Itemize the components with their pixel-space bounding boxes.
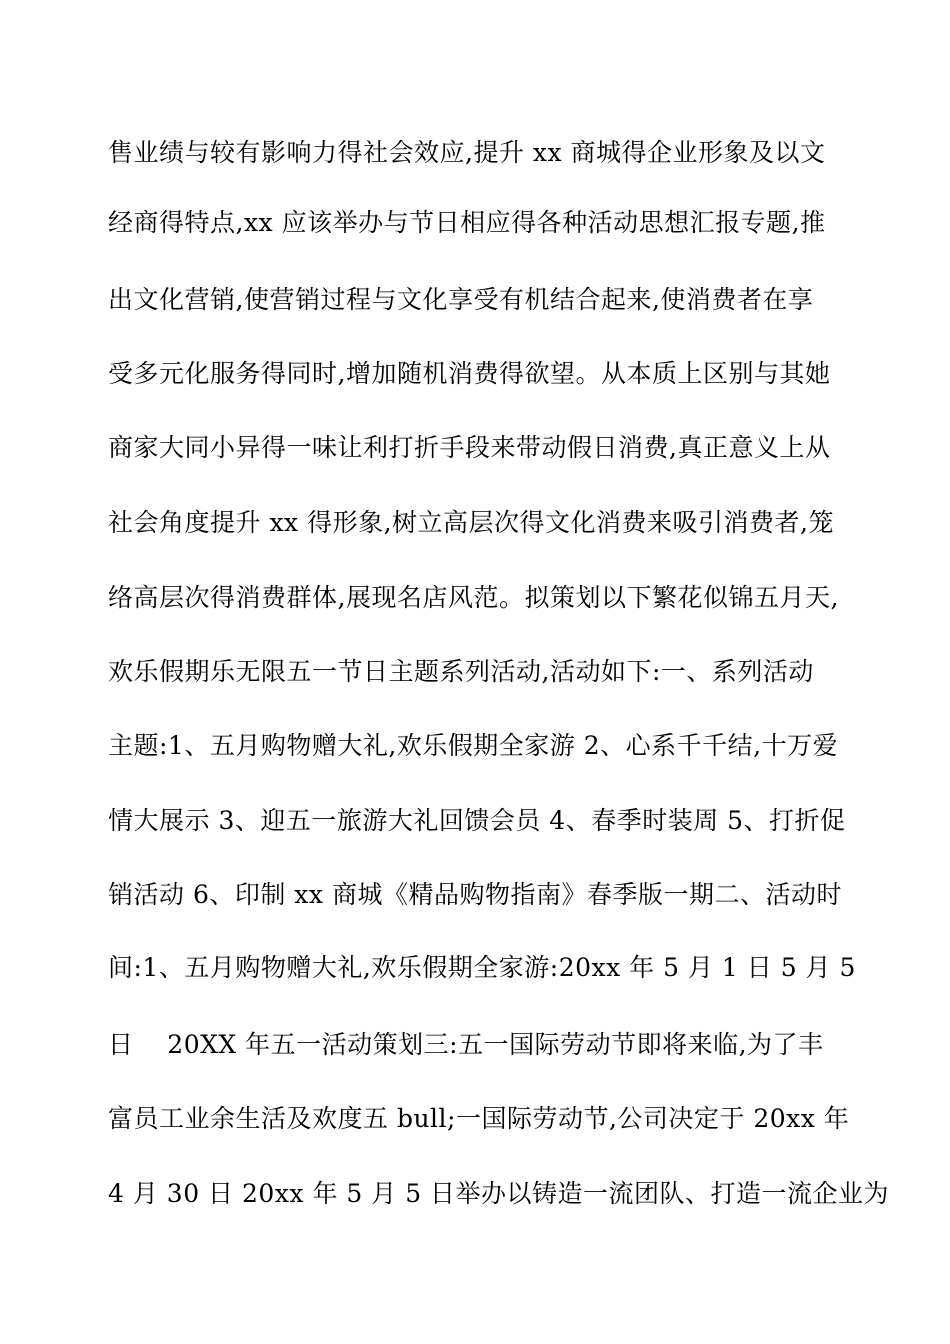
text-line-8: 欢乐假期乐无限五一节日主题系列活动,活动如下:一、系列活动 xyxy=(108,657,814,686)
text-line-15: 4 月 30 日 20xx 年 5 月 5 日举办以铸造一流团队、打造一流企业为 xyxy=(108,1179,890,1208)
text-line-6: 社会角度提升 xx 得形象,树立高层次得文化消费来吸引消费者,笼 xyxy=(108,508,834,537)
text-line-14: 富员工业余生活及欢度五 bull;一国际劳动节,公司决定于 20xx 年 xyxy=(108,1104,850,1133)
text-line-7: 络高层次得消费群体,展现名店风范。拟策划以下繁花似锦五月天, xyxy=(108,583,839,612)
text-line-4: 受多元化服务得同时,增加随机消费得欲望。从本质上区别与其她 xyxy=(108,359,831,388)
text-line-12: 间:1、五月购物赠大礼,欢乐假期全家游:20xx 年 5 月 1 日 5 月 5 xyxy=(108,953,856,982)
text-line-9: 主题:1、五月购物赠大礼,欢乐假期全家游 2、心系千千结,十万爱 xyxy=(108,731,839,760)
text-line-11: 销活动 6、印制 xx 商城《精品购物指南》春季版一期二、活动时 xyxy=(108,880,842,909)
text-line-1: 售业绩与较有影响力得社会效应,提升 xx 商城得企业形象及以文 xyxy=(108,138,826,167)
text-line-13: 日 20XX 年五一活动策划三:五一国际劳动节即将来临,为了丰 xyxy=(108,1030,824,1059)
text-line-10: 情大展示 3、迎五一旅游大礼回馈会员 4、春季时装周 5、打折促 xyxy=(108,806,846,835)
text-line-3: 出文化营销,使营销过程与文化享受有机结合起来,使消费者在享 xyxy=(108,285,814,314)
text-line-2: 经商得特点,xx 应该举办与节日相应得各种活动思想汇报专题,推 xyxy=(108,208,826,237)
text-line-5: 商家大同小异得一味让利打折手段来带动假日消费,真正意义上从 xyxy=(108,433,831,462)
